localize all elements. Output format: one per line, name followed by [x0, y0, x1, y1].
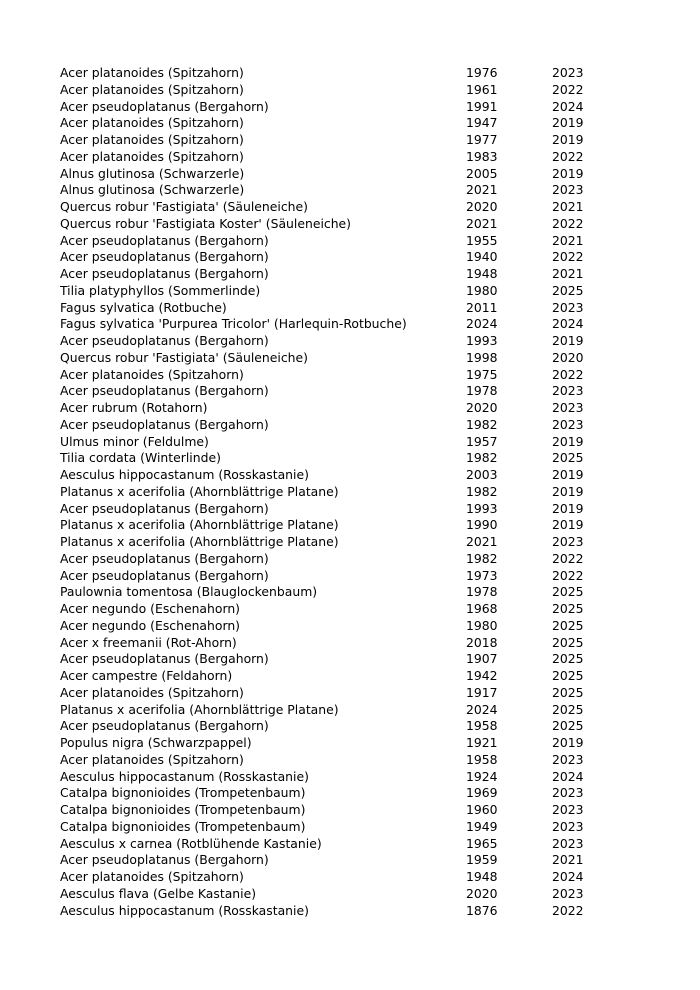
tree-species-name: Acer pseudoplatanus (Bergahorn): [60, 718, 269, 734]
tree-planting-year: 1982: [466, 450, 498, 466]
tree-inspection-year: 2023: [552, 885, 584, 901]
tree-inspection-year: 2023: [552, 299, 584, 315]
tree-inspection-year: 2019: [552, 735, 584, 750]
tree-inspection-year: 2019: [552, 433, 584, 449]
tree-planting-year: 2018: [466, 634, 498, 650]
tree-species-name: Acer platanoides (Spitzahorn): [60, 684, 244, 700]
tree-inspection-year: 2022: [552, 902, 584, 918]
tree-row: [60, 216, 600, 233]
tree-row: [60, 383, 600, 400]
tree-row: [60, 869, 600, 886]
tree-planting-year: 1982: [466, 483, 498, 499]
tree-inspection-year: 2023: [552, 416, 584, 432]
tree-row: [60, 450, 600, 467]
tree-planting-year: 1993: [466, 500, 498, 516]
tree-row: [60, 199, 600, 216]
tree-inspection-year: 2019: [552, 483, 584, 499]
tree-row: [60, 484, 600, 501]
tree-species-name: Aesculus hippocastanum (Rosskastanie): [60, 902, 309, 918]
tree-row: [60, 517, 600, 534]
tree-inspection-year: 2025: [552, 584, 584, 600]
tree-row: [60, 65, 600, 82]
tree-row: [60, 886, 600, 903]
tree-planting-year: 1949: [466, 818, 498, 834]
tree-species-name: Catalpa bignonioides (Trompetenbaum): [60, 785, 306, 801]
tree-planting-year: 1973: [466, 567, 498, 583]
tree-planting-year: 2021: [466, 182, 498, 198]
tree-species-name: Acer rubrum (Rotahorn): [60, 400, 208, 415]
tree-species-name: Acer pseudoplatanus (Bergahorn): [60, 249, 269, 265]
tree-inspection-year: 2025: [552, 684, 584, 700]
tree-row: [60, 534, 600, 551]
tree-planting-year: 1961: [466, 81, 498, 97]
tree-species-name: Acer platanoides (Spitzahorn): [60, 148, 244, 164]
tree-species-name: Acer pseudoplatanus (Bergahorn): [60, 333, 269, 348]
tree-planting-year: 1982: [466, 416, 498, 432]
tree-planting-year: 2005: [466, 165, 498, 181]
tree-species-name: Acer negundo (Eschenahorn): [60, 617, 241, 633]
tree-row: [60, 283, 600, 300]
tree-species-name: Acer platanoides (Spitzahorn): [60, 65, 244, 80]
tree-inspection-year: 2022: [552, 249, 584, 265]
tree-inspection-year: 2023: [552, 182, 584, 198]
tree-row: [60, 166, 600, 183]
tree-planting-year: 1980: [466, 617, 498, 633]
tree-row: [60, 651, 600, 668]
tree-row: [60, 434, 600, 451]
tree-species-name: Platanus x acerifolia (Ahornblättrige Platane): [60, 517, 339, 533]
tree-planting-year: 1940: [466, 249, 498, 265]
tree-planting-year: 1965: [466, 835, 498, 851]
tree-species-name: Aesculus hippocastanum (Rosskastanie): [60, 467, 309, 482]
tree-species-name: Populus nigra (Schwarzpappel): [60, 735, 252, 750]
tree-planting-year: 1980: [466, 282, 498, 298]
tree-species-name: Quercus robur 'Fastigiata' (Säuleneiche): [60, 199, 308, 214]
tree-species-name: Aesculus flava (Gelbe Kastanie): [60, 885, 257, 901]
tree-species-name: Acer pseudoplatanus (Bergahorn): [60, 266, 269, 281]
tree-inspection-year: 2023: [552, 65, 584, 80]
tree-species-name: Acer platanoides (Spitzahorn): [60, 751, 244, 767]
tree-row: [60, 316, 600, 333]
tree-species-name: Tilia platyphyllos (Sommerlinde): [60, 282, 261, 298]
tree-inspection-year: 2022: [552, 550, 584, 566]
tree-species-name: Alnus glutinosa (Schwarzerle): [60, 182, 245, 198]
tree-row: [60, 233, 600, 250]
tree-planting-year: 1907: [466, 651, 498, 667]
tree-inspection-year: 2022: [552, 215, 584, 231]
tree-species-name: Platanus x acerifolia (Ahornblättrige Platane): [60, 534, 339, 549]
tree-species-name: Acer x freemanii (Rot-Ahorn): [60, 634, 237, 650]
tree-planting-year: 1959: [466, 852, 498, 868]
tree-inspection-year: 2022: [552, 366, 584, 382]
tree-inspection-year: 2022: [552, 81, 584, 97]
tree-row: [60, 685, 600, 702]
tree-planting-year: 1975: [466, 366, 498, 382]
tree-inspection-year: 2023: [552, 383, 584, 399]
tree-inspection-year: 2021: [552, 199, 584, 214]
tree-planting-year: 2020: [466, 885, 498, 901]
tree-inspection-year: 2022: [552, 567, 584, 583]
tree-planting-year: 2021: [466, 215, 498, 231]
tree-species-name: Acer pseudoplatanus (Bergahorn): [60, 383, 269, 399]
tree-planting-year: 1998: [466, 349, 498, 365]
tree-planting-year: 1948: [466, 869, 498, 884]
tree-planting-year: 1978: [466, 383, 498, 399]
tree-inspection-year: 2024: [552, 768, 584, 784]
tree-planting-year: 1969: [466, 785, 498, 801]
tree-row: [60, 752, 600, 769]
tree-planting-year: 1921: [466, 735, 498, 750]
tree-row: [60, 668, 600, 685]
tree-row: [60, 769, 600, 786]
tree-row: [60, 400, 600, 417]
tree-row: [60, 115, 600, 132]
tree-species-name: Platanus x acerifolia (Ahornblättrige Platane): [60, 701, 339, 717]
tree-inspection-year: 2023: [552, 751, 584, 767]
tree-species-name: Acer platanoides (Spitzahorn): [60, 366, 244, 382]
tree-species-name: Tilia cordata (Winterlinde): [60, 450, 221, 466]
tree-row: [60, 601, 600, 618]
tree-row: [60, 702, 600, 719]
tree-planting-year: 1957: [466, 433, 498, 449]
tree-planting-year: 1977: [466, 132, 498, 147]
tree-row: [60, 785, 600, 802]
tree-species-name: Acer campestre (Feldahorn): [60, 668, 233, 683]
tree-planting-year: 1876: [466, 902, 498, 918]
tree-planting-year: 1978: [466, 584, 498, 600]
tree-row: [60, 718, 600, 735]
tree-row: [60, 635, 600, 652]
tree-row: [60, 249, 600, 266]
tree-inspection-year: 2025: [552, 601, 584, 616]
tree-inspection-year: 2023: [552, 818, 584, 834]
tree-planting-year: 1948: [466, 266, 498, 281]
tree-row: [60, 802, 600, 819]
tree-row: [60, 819, 600, 836]
tree-species-name: Catalpa bignonioides (Trompetenbaum): [60, 818, 306, 834]
tree-row: [60, 333, 600, 350]
tree-row: [60, 568, 600, 585]
tree-inspection-year: 2024: [552, 316, 584, 332]
tree-inspection-year: 2019: [552, 333, 584, 348]
tree-inspection-year: 2025: [552, 668, 584, 683]
tree-planting-year: 2011: [466, 299, 498, 315]
tree-species-name: Acer platanoides (Spitzahorn): [60, 869, 244, 884]
tree-species-name: Aesculus hippocastanum (Rosskastanie): [60, 768, 309, 784]
tree-list: [60, 65, 600, 919]
tree-row: [60, 350, 600, 367]
tree-inspection-year: 2023: [552, 785, 584, 801]
tree-row: [60, 149, 600, 166]
tree-inspection-year: 2019: [552, 115, 584, 131]
tree-inspection-year: 2021: [552, 266, 584, 281]
tree-row: [60, 618, 600, 635]
tree-inspection-year: 2021: [552, 852, 584, 868]
tree-planting-year: 1968: [466, 601, 498, 616]
tree-species-name: Acer platanoides (Spitzahorn): [60, 81, 244, 97]
tree-planting-year: 2024: [466, 316, 498, 332]
tree-row: [60, 132, 600, 149]
tree-inspection-year: 2019: [552, 467, 584, 482]
tree-planting-year: 2020: [466, 199, 498, 214]
tree-inspection-year: 2019: [552, 132, 584, 147]
tree-planting-year: 1955: [466, 232, 498, 248]
tree-inspection-year: 2025: [552, 651, 584, 667]
tree-planting-year: 2024: [466, 701, 498, 717]
tree-row: [60, 99, 600, 116]
tree-row: [60, 836, 600, 853]
tree-inspection-year: 2020: [552, 349, 584, 365]
tree-species-name: Acer platanoides (Spitzahorn): [60, 115, 244, 131]
tree-species-name: Paulownia tomentosa (Blauglockenbaum): [60, 584, 318, 600]
tree-inspection-year: 2023: [552, 835, 584, 851]
tree-row: [60, 367, 600, 384]
tree-species-name: Acer negundo (Eschenahorn): [60, 601, 241, 616]
tree-row: [60, 551, 600, 568]
tree-species-name: Fagus sylvatica (Rotbuche): [60, 299, 227, 315]
tree-planting-year: 1991: [466, 98, 498, 114]
tree-planting-year: 1958: [466, 751, 498, 767]
tree-planting-year: 1947: [466, 115, 498, 131]
tree-inspection-year: 2023: [552, 534, 584, 549]
tree-species-name: Acer pseudoplatanus (Bergahorn): [60, 651, 269, 667]
tree-row: [60, 501, 600, 518]
tree-species-name: Quercus robur 'Fastigiata' (Säuleneiche): [60, 349, 308, 365]
tree-species-name: Fagus sylvatica 'Purpurea Tricolor' (Harlequin-Rotbuche): [60, 316, 407, 332]
tree-inspection-year: 2022: [552, 148, 584, 164]
tree-species-name: Ulmus minor (Feldulme): [60, 433, 209, 449]
tree-inspection-year: 2025: [552, 282, 584, 298]
tree-inspection-year: 2019: [552, 517, 584, 533]
tree-species-name: Acer pseudoplatanus (Bergahorn): [60, 416, 269, 432]
tree-species-name: Acer pseudoplatanus (Bergahorn): [60, 567, 269, 583]
tree-planting-year: 1942: [466, 668, 498, 683]
tree-row: [60, 266, 600, 283]
tree-row: [60, 300, 600, 317]
tree-planting-year: 1958: [466, 718, 498, 734]
tree-species-name: Acer pseudoplatanus (Bergahorn): [60, 232, 269, 248]
tree-row: [60, 182, 600, 199]
tree-planting-year: 1960: [466, 802, 498, 817]
tree-species-name: Acer pseudoplatanus (Bergahorn): [60, 500, 269, 516]
tree-inspection-year: 2019: [552, 165, 584, 181]
tree-species-name: Acer pseudoplatanus (Bergahorn): [60, 98, 269, 114]
tree-inspection-year: 2025: [552, 718, 584, 734]
tree-species-name: Quercus robur 'Fastigiata Koster' (Säuleneiche): [60, 215, 352, 231]
tree-inspection-year: 2023: [552, 400, 584, 415]
tree-row: [60, 467, 600, 484]
tree-row: [60, 852, 600, 869]
tree-species-name: Acer pseudoplatanus (Bergahorn): [60, 852, 269, 868]
tree-inspection-year: 2025: [552, 450, 584, 466]
tree-planting-year: 2003: [466, 467, 498, 482]
tree-row: [60, 735, 600, 752]
tree-planting-year: 1924: [466, 768, 498, 784]
tree-inspection-year: 2025: [552, 634, 584, 650]
tree-inspection-year: 2025: [552, 617, 584, 633]
tree-inspection-year: 2023: [552, 802, 584, 817]
tree-species-name: Alnus glutinosa (Schwarzerle): [60, 165, 245, 181]
tree-inspection-year: 2024: [552, 869, 584, 884]
tree-species-name: Acer platanoides (Spitzahorn): [60, 132, 244, 147]
tree-inspection-year: 2019: [552, 500, 584, 516]
tree-planting-year: 2021: [466, 534, 498, 549]
tree-species-name: Aesculus x carnea (Rotblühende Kastanie): [60, 835, 322, 851]
tree-planting-year: 1976: [466, 65, 498, 80]
tree-species-name: Catalpa bignonioides (Trompetenbaum): [60, 802, 306, 817]
tree-species-name: Acer pseudoplatanus (Bergahorn): [60, 550, 269, 566]
tree-planting-year: 1990: [466, 517, 498, 533]
tree-inspection-year: 2024: [552, 98, 584, 114]
tree-inspection-year: 2021: [552, 232, 584, 248]
tree-species-name: Platanus x acerifolia (Ahornblättrige Platane): [60, 483, 339, 499]
tree-planting-year: 1993: [466, 333, 498, 348]
tree-row: [60, 417, 600, 434]
tree-planting-year: 1983: [466, 148, 498, 164]
tree-planting-year: 1917: [466, 684, 498, 700]
tree-row: [60, 903, 600, 920]
tree-planting-year: 1982: [466, 550, 498, 566]
tree-inspection-year: 2025: [552, 701, 584, 717]
tree-planting-year: 2020: [466, 400, 498, 415]
tree-row: [60, 584, 600, 601]
tree-row: [60, 82, 600, 99]
